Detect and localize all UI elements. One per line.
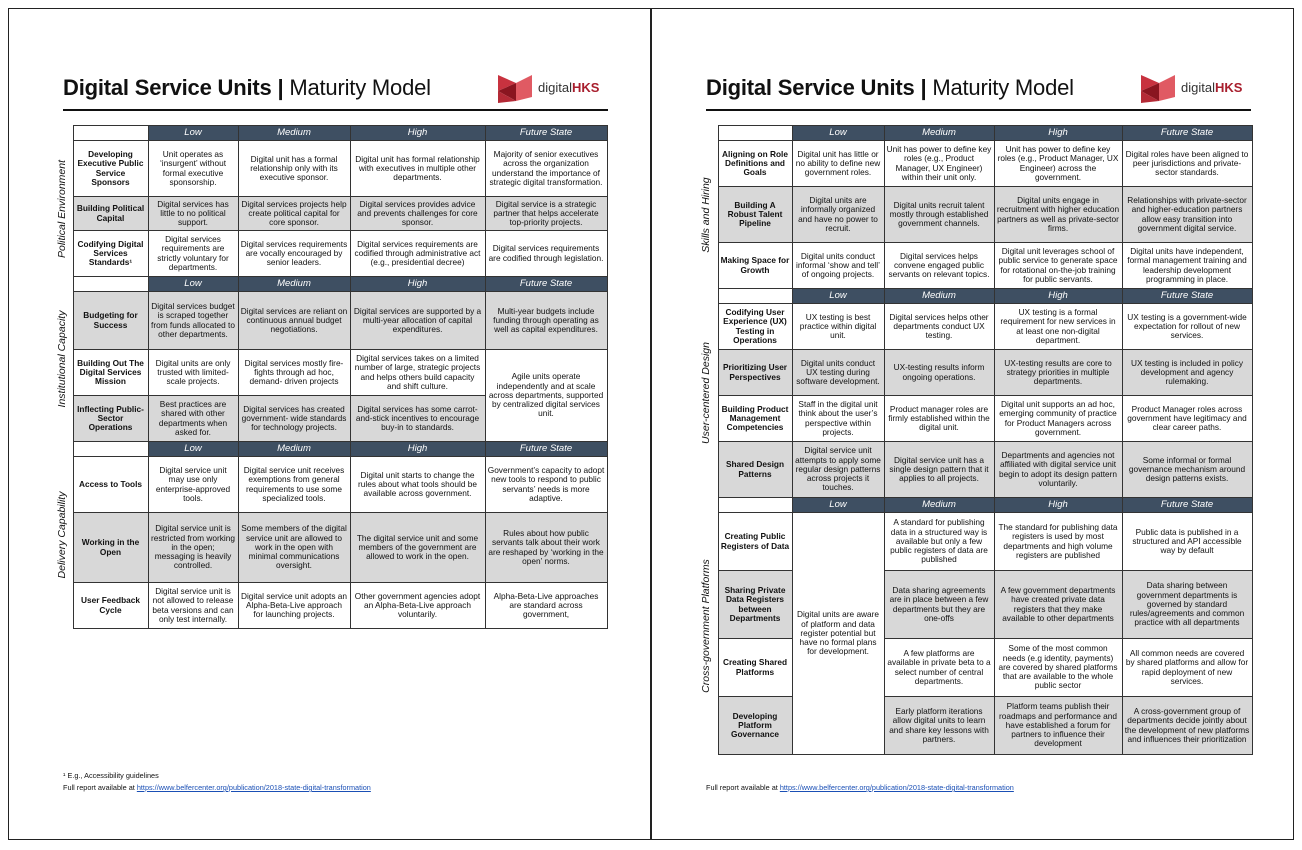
table-cell: Digital services requirements are codified through administrative act (e.g., presidential decree) — [350, 231, 485, 277]
header-future-state: Future State — [1122, 126, 1252, 141]
table-row — [696, 304, 1252, 350]
category-text: Institutional Capacity — [55, 310, 68, 408]
dimension-cell: Creating Public Registers of Data — [718, 513, 792, 571]
table-cell: Product manager roles are firmly established within the digital unit. — [884, 396, 994, 442]
table-cell: Digital unit leverages school of public service to generate space for rotational on-the-job training for public servants. — [994, 243, 1122, 289]
table-cell: Rules about how public servants talk about their work are reshaped by ‘working in the open’ norms. — [485, 513, 607, 583]
hks-logo-icon — [498, 71, 534, 105]
table-row — [696, 350, 1252, 396]
report-prefix: Full report available at — [706, 783, 780, 792]
table-cell: Unit operates as ‘insurgent’ without formal executive sponsorship. — [148, 141, 238, 197]
logo-suffix: HKS — [1214, 80, 1243, 95]
blank-cell — [53, 126, 73, 141]
table-cell: Some informal or formal governance mechanism around design patterns exists. — [1122, 442, 1252, 498]
header-row — [53, 277, 607, 292]
category-label — [696, 498, 718, 755]
title-rest: Maturity Model — [932, 75, 1074, 100]
corner-cell — [718, 289, 792, 304]
table-cell: Some members of the digital service unit are allowed to work in the open with minimal communications oversight. — [238, 513, 350, 583]
table-cell: Digital service is a strategic partner that helps accelerate top-priority projects. — [485, 197, 607, 231]
table-cell: Multi-year budgets include funding through operating as well as capital expenditures. — [485, 292, 607, 350]
dimension-cell: Working in the Open — [73, 513, 148, 583]
header-high: High — [994, 126, 1122, 141]
page-title — [706, 75, 1074, 101]
dimension-cell: Inflecting Public-Sector Operations — [73, 396, 148, 442]
table-cell: Digital service unit is restricted from working in the open; messaging is heavily controlled. — [148, 513, 238, 583]
category-text: Cross-government Platforms — [699, 559, 712, 693]
table-cell: UX-testing results inform ongoing operations. — [884, 350, 994, 396]
table-cell: Digital services mostly fire-fights through ad hoc, demand- driven projects — [238, 350, 350, 396]
table-cell-merged: Agile units operate independently and at scale across departments, supported by centralized digital services unit. — [485, 350, 607, 442]
table-cell: Public data is published in a structured and API accessible way by default — [1122, 513, 1252, 571]
table-cell: Digital services provides advice and prevents challenges for core sponsor. — [350, 197, 485, 231]
header-high: High — [350, 126, 485, 141]
category-text: Political Environment — [55, 159, 68, 258]
table-cell: Unit has power to define key roles (e.g., Product Manager, UX Engineer) within their unit only. — [884, 141, 994, 187]
logo-prefix: digital — [1181, 80, 1215, 95]
table-cell: Relationships with private-sector and higher-education partners allow easy transition into government digital service. — [1122, 187, 1252, 243]
table-row — [696, 571, 1252, 639]
page-header — [63, 71, 608, 105]
report-link[interactable]: https://www.belfercenter.org/publication/2018-state-digital-transformation — [779, 783, 1014, 792]
report-prefix: Full report available at — [63, 783, 137, 792]
table-cell: UX testing is a formal requirement for new services in at least one non-digital department. — [994, 304, 1122, 350]
table-row — [696, 141, 1252, 187]
table-cell: Digital units conduct UX testing during software development. — [792, 350, 884, 396]
table-row — [53, 513, 607, 583]
table-cell: Digital services has some carrot- and-stick incentives to encourage buy-in to standards. — [350, 396, 485, 442]
dimension-cell: Access to Tools — [73, 457, 148, 513]
title-bold: Digital Service Units — [63, 75, 272, 100]
dimension-cell: Aligning on Role Definitions and Goals — [718, 141, 792, 187]
table-cell: All common needs are covered by shared platforms and allow for rapid deployment of new services. — [1122, 639, 1252, 697]
table-row — [53, 141, 607, 197]
dimension-cell: Developing Platform Governance — [718, 697, 792, 755]
table-cell: Data sharing agreements are in place between a few departments but they are one-offs — [884, 571, 994, 639]
header-future-state: Future State — [485, 126, 607, 141]
maturity-table-1 — [53, 125, 608, 629]
table-cell: Data sharing between government departments is governed by standard rules/agreements and common practice with all departments — [1122, 571, 1252, 639]
header-future-state: Future State — [485, 277, 607, 292]
title-rest: Maturity Model — [289, 75, 431, 100]
table-cell: Digital unit supports an ad hoc, emerging community of practice for Product Managers across government. — [994, 396, 1122, 442]
category-label — [696, 141, 718, 289]
header-medium: Medium — [238, 277, 350, 292]
dimension-cell: Building A Robust Talent Pipeline — [718, 187, 792, 243]
table-cell: UX testing is a government-wide expectation for rollout of new services. — [1122, 304, 1252, 350]
header-row — [696, 126, 1252, 141]
table-cell: Digital services has little to no political support. — [148, 197, 238, 231]
header-high: High — [350, 277, 485, 292]
dimension-cell: Budgeting for Success — [73, 292, 148, 350]
header-row — [696, 498, 1252, 513]
table-cell: Digital services budget is scraped together from funds allocated to other departments. — [148, 292, 238, 350]
table-cell: Early platform iterations allow digital units to learn and share key lessons with partners. — [884, 697, 994, 755]
table-cell: Digital unit starts to change the rules about what tools should be available across government. — [350, 457, 485, 513]
table-cell: Digital service unit adopts an Alpha-Beta-Live approach for launching projects. — [238, 583, 350, 629]
table-cell: Government’s capacity to adopt new tools to respond to public servants’ needs is more adaptive. — [485, 457, 607, 513]
header-row — [53, 442, 607, 457]
table-cell: Best practices are shared with other departments when asked for. — [148, 396, 238, 442]
header-row — [696, 289, 1252, 304]
table-cell: Digital services requirements are strictly voluntary for departments. — [148, 231, 238, 277]
header-medium: Medium — [238, 442, 350, 457]
table-cell: A few government departments have created private data registers that they make available to other departments — [994, 571, 1122, 639]
table-row — [696, 396, 1252, 442]
dimension-cell: Codifying User Experience (UX) Testing in Operations — [718, 304, 792, 350]
document-page-2 — [651, 8, 1294, 840]
category-label — [696, 289, 718, 498]
corner-cell — [718, 126, 792, 141]
table-row — [696, 513, 1252, 571]
table-row — [53, 350, 607, 396]
table-row — [696, 639, 1252, 697]
document-page-1 — [8, 8, 651, 840]
logo-prefix: digital — [538, 80, 572, 95]
header-medium: Medium — [238, 126, 350, 141]
page-header — [706, 71, 1251, 105]
table-cell: Digital unit has a formal relationship only with its executive sponsor. — [238, 141, 350, 197]
title-separator: | — [920, 75, 927, 100]
table-cell: UX-testing results are core to strategy priorities in multiple departments. — [994, 350, 1122, 396]
table-cell: Digital services projects help create political capital for core sponsor. — [238, 197, 350, 231]
table-cell: Digital units have independent, formal management training and leadership development programming in place. — [1122, 243, 1252, 289]
table-cell: Alpha-Beta-Live approaches are standard across government, — [485, 583, 607, 629]
table-cell: Digital service unit has a single design pattern that it applies to all projects. — [884, 442, 994, 498]
header-future-state: Future State — [1122, 289, 1252, 304]
logo-text — [538, 80, 599, 95]
header-future-state: Future State — [485, 442, 607, 457]
header-low: Low — [148, 442, 238, 457]
table-cell: Digital services are supported by a multi-year allocation of capital expenditures. — [350, 292, 485, 350]
table-row — [696, 187, 1252, 243]
report-link[interactable]: https://www.belfercenter.org/publication/2018-state-digital-transformation — [136, 783, 371, 792]
header-high: High — [994, 498, 1122, 513]
table-cell: Staff in the digital unit think about the user’s perspective within projects. — [792, 396, 884, 442]
header-low: Low — [792, 289, 884, 304]
title-bold: Digital Service Units — [706, 75, 915, 100]
table-cell: A few platforms are available in private beta to a select number of central departments. — [884, 639, 994, 697]
table-row — [696, 697, 1252, 755]
header-low: Low — [148, 277, 238, 292]
digital-hks-logo — [498, 71, 608, 105]
table-cell: Departments and agencies not affiliated with digital service unit begin to adopt its design pattern voluntarily. — [994, 442, 1122, 498]
table-cell: Digital service unit attempts to apply some regular design patterns across projects it touches. — [792, 442, 884, 498]
corner-cell — [718, 498, 792, 513]
table-cell: A standard for publishing data in a structured way is available but only a few public registers of data are published — [884, 513, 994, 571]
digital-hks-logo — [1141, 71, 1251, 105]
header-low: Low — [792, 126, 884, 141]
table-row — [53, 583, 607, 629]
table-cell: Digital services helps other departments conduct UX testing. — [884, 304, 994, 350]
table-cell: Digital services requirements are vocally encouraged by senior leaders. — [238, 231, 350, 277]
table-cell: Digital services requirements are codified through legislation. — [485, 231, 607, 277]
table-row — [53, 231, 607, 277]
dimension-cell: Creating Shared Platforms — [718, 639, 792, 697]
header-medium: Medium — [884, 126, 994, 141]
maturity-table-2 — [696, 125, 1253, 755]
blank-cell — [696, 126, 718, 141]
table-row — [53, 292, 607, 350]
table-cell: Digital units conduct informal ‘show and tell’ of ongoing projects. — [792, 243, 884, 289]
corner-cell — [73, 126, 148, 141]
hks-logo-icon — [1141, 71, 1177, 105]
category-text: Skills and Hiring — [699, 176, 712, 253]
table-cell: The standard for publishing data registers is used by most departments and high volume registers are published — [994, 513, 1122, 571]
table-row — [696, 243, 1252, 289]
dimension-cell: Developing Executive Public Service Sponsors — [73, 141, 148, 197]
table-cell: UX testing is best practice within digital unit. — [792, 304, 884, 350]
dimension-cell: Prioritizing User Perspectives — [718, 350, 792, 396]
header-future-state: Future State — [1122, 498, 1252, 513]
title-separator: | — [277, 75, 284, 100]
table-cell: Other government agencies adopt an Alpha-Beta-Live approach voluntarily. — [350, 583, 485, 629]
table-cell: Unit has power to define key roles (e.g., Product Manager, UX Engineer) across the government. — [994, 141, 1122, 187]
table-cell: Majority of senior executives across the organization understand the importance of strategic digital transformation. — [485, 141, 607, 197]
header-high: High — [994, 289, 1122, 304]
table-cell: Platform teams publish their roadmaps and performance and have established a forum for partners to influence their development — [994, 697, 1122, 755]
category-label — [53, 141, 73, 277]
report-line — [63, 783, 371, 792]
table-cell: Digital services helps convene engaged public servants on relevant topics. — [884, 243, 994, 289]
header-medium: Medium — [884, 498, 994, 513]
dimension-cell: Shared Design Patterns — [718, 442, 792, 498]
table-cell: A cross-government group of departments decide jointly about the development of new platforms and influences their prioritization — [1122, 697, 1252, 755]
corner-cell — [73, 442, 148, 457]
dimension-cell: Building Out The Digital Services Mission — [73, 350, 148, 396]
dimension-cell: Making Space for Growth — [718, 243, 792, 289]
table-cell: Digital service unit may use only enterprise-approved tools. — [148, 457, 238, 513]
table-cell: Digital units recruit talent mostly through established government channels. — [884, 187, 994, 243]
logo-text — [1181, 80, 1242, 95]
dimension-cell: User Feedback Cycle — [73, 583, 148, 629]
footnote: ¹ E.g., Accessibility guidelines — [63, 771, 159, 780]
header-rule — [63, 109, 608, 111]
table-cell: Digital units are only trusted with limited-scale projects. — [148, 350, 238, 396]
table-cell: Some of the most common needs (e.g identity, payments) are covered by shared platforms that are available to the whole public sector — [994, 639, 1122, 697]
dimension-cell: Sharing Private Data Registers between Departments — [718, 571, 792, 639]
table-cell: Digital service unit receives exemptions from general requirements to use some specialized tools. — [238, 457, 350, 513]
table-cell: The digital service unit and some members of the government are allowed to work in the open. — [350, 513, 485, 583]
header-rule — [706, 109, 1251, 111]
report-line — [706, 783, 1014, 792]
table-cell-merged: Digital units are aware of platform and data register potential but have no formal plans for development. — [792, 513, 884, 755]
table-cell: Digital units are informally organized and have no power to recruit. — [792, 187, 884, 243]
corner-cell — [73, 277, 148, 292]
table-cell: Digital services has created government- wide standards for technology projects. — [238, 396, 350, 442]
page-title — [63, 75, 431, 101]
header-medium: Medium — [884, 289, 994, 304]
dimension-cell: Codifying Digital Services Standards¹ — [73, 231, 148, 277]
table-cell: Digital services takes on a limited number of large, strategic projects and helps others build capacity and shift culture. — [350, 350, 485, 396]
table-cell: Digital services are reliant on continuous annual budget negotiations. — [238, 292, 350, 350]
header-low: Low — [792, 498, 884, 513]
category-label — [53, 442, 73, 629]
header-high: High — [350, 442, 485, 457]
logo-suffix: HKS — [571, 80, 600, 95]
header-low: Low — [148, 126, 238, 141]
table-cell: Digital roles have been aligned to peer jurisdictions and private-sector standards. — [1122, 141, 1252, 187]
table-cell: UX testing is included in policy development and agency rulemaking. — [1122, 350, 1252, 396]
table-cell: Digital service unit is not allowed to release beta versions and can only test internally. — [148, 583, 238, 629]
table-cell: Product Manager roles across government have legitimacy and clear career paths. — [1122, 396, 1252, 442]
category-text: User-centered Design — [699, 342, 712, 444]
dimension-cell: Building Political Capital — [73, 197, 148, 231]
table-cell: Digital unit has formal relationship with executives in multiple other departments. — [350, 141, 485, 197]
table-row — [696, 442, 1252, 498]
table-row — [53, 197, 607, 231]
table-cell: Digital units engage in recruitment with higher education partners as well as private-sector firms. — [994, 187, 1122, 243]
header-row — [53, 126, 607, 141]
category-text: Delivery Capability — [55, 491, 68, 579]
category-label — [53, 277, 73, 442]
table-row — [53, 457, 607, 513]
dimension-cell: Building Product Management Competencies — [718, 396, 792, 442]
table-cell: Digital unit has little or no ability to define new government roles. — [792, 141, 884, 187]
